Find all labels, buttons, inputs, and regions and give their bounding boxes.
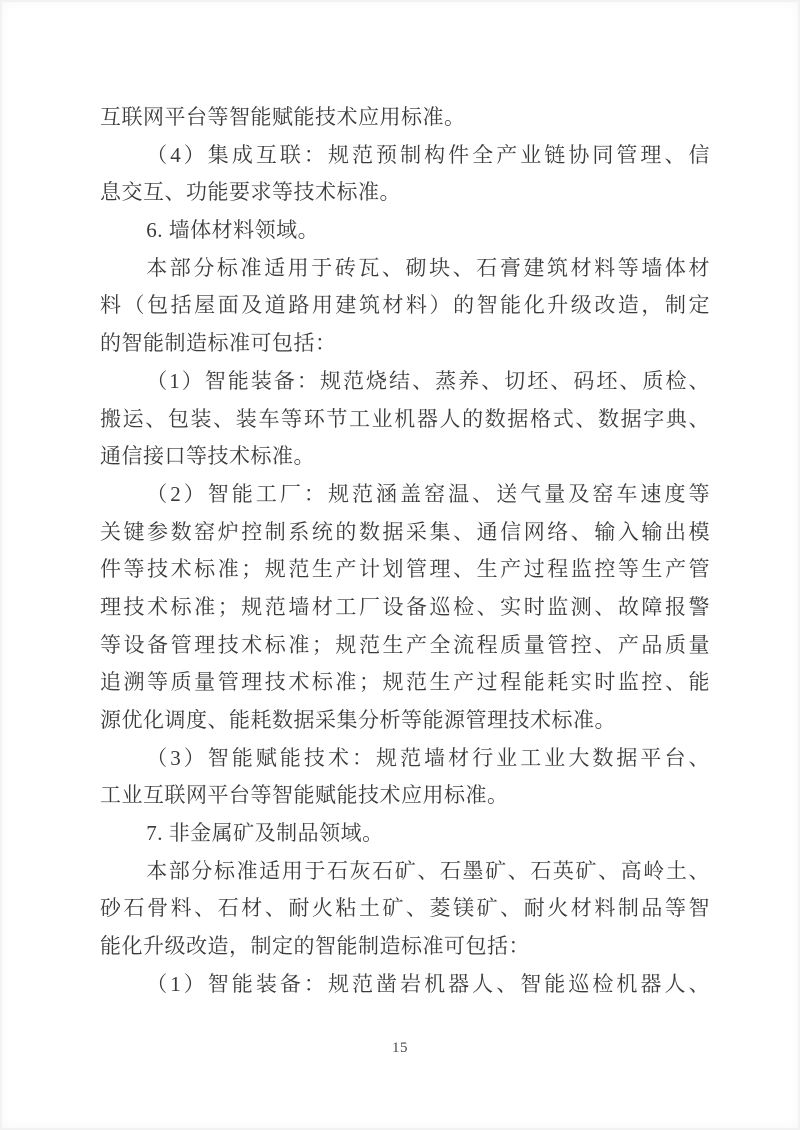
text-line: 等设备管理技术标准；规范生产全流程质量管控、产品质量 <box>100 632 710 657</box>
text-line: 搬运、包装、装车等环节工业机器人的数据格式、数据字典、 <box>100 406 710 431</box>
text-line: （2）智能工厂：规范涵盖窑温、送气量及窑车速度等 <box>146 481 710 506</box>
text-line: 息交互、功能要求等技术标准。 <box>100 180 401 205</box>
text-line: 砂石骨料、石材、耐火粘土矿、菱镁矿、耐火材料制品等智 <box>100 896 710 921</box>
text-line: 理技术标准；规范墙材工厂设备巡检、实时监测、故障报警 <box>100 594 710 619</box>
text-line: 7. 非金属矿及制品领域。 <box>146 821 384 846</box>
text-line: 料（包括屋面及道路用建筑材料）的智能化升级改造，制定 <box>100 293 710 318</box>
text-line: 能化升级改造，制定的智能制造标准可包括： <box>100 934 530 959</box>
text-line: 关键参数窑炉控制系统的数据采集、通信网络、输入输出模 <box>100 519 710 544</box>
text-line: 通信接口等技术标准。 <box>100 444 315 469</box>
text-line: 工业互联网平台等智能赋能技术应用标准。 <box>100 783 509 808</box>
text-line: （3）智能赋能技术：规范墙材行业工业大数据平台、 <box>146 745 710 770</box>
document-body <box>0 99 800 1004</box>
text-line: （1）智能装备：规范烧结、蒸养、切坯、码坯、质检、 <box>146 368 710 393</box>
text-line: 互联网平台等智能赋能技术应用标准。 <box>100 105 466 129</box>
text-line: 件等技术标准；规范生产计划管理、生产过程监控等生产管 <box>100 557 710 582</box>
text-line: 源优化调度、能耗数据采集分析等能源管理技术标准。 <box>100 708 616 732</box>
text-line: 6. 墙体材料领域。 <box>146 218 320 243</box>
text-line: （1）智能装备：规范凿岩机器人、智能巡检机器人、 <box>146 971 710 996</box>
text-line: 追溯等质量管理技术标准；规范生产过程能耗实时监控、能 <box>100 670 710 695</box>
text-line: 的智能制造标准可包括： <box>100 331 337 356</box>
text-line: 本部分标准适用于石灰石矿、石墨矿、石英矿、高岭土、 <box>146 858 710 883</box>
text-line: 本部分标准适用于砖瓦、砌块、石膏建筑材料等墙体材 <box>146 255 710 280</box>
page-number: 15 <box>392 1040 408 1056</box>
text-line: （4）集成互联：规范预制构件全产业链协同管理、信 <box>146 142 710 167</box>
